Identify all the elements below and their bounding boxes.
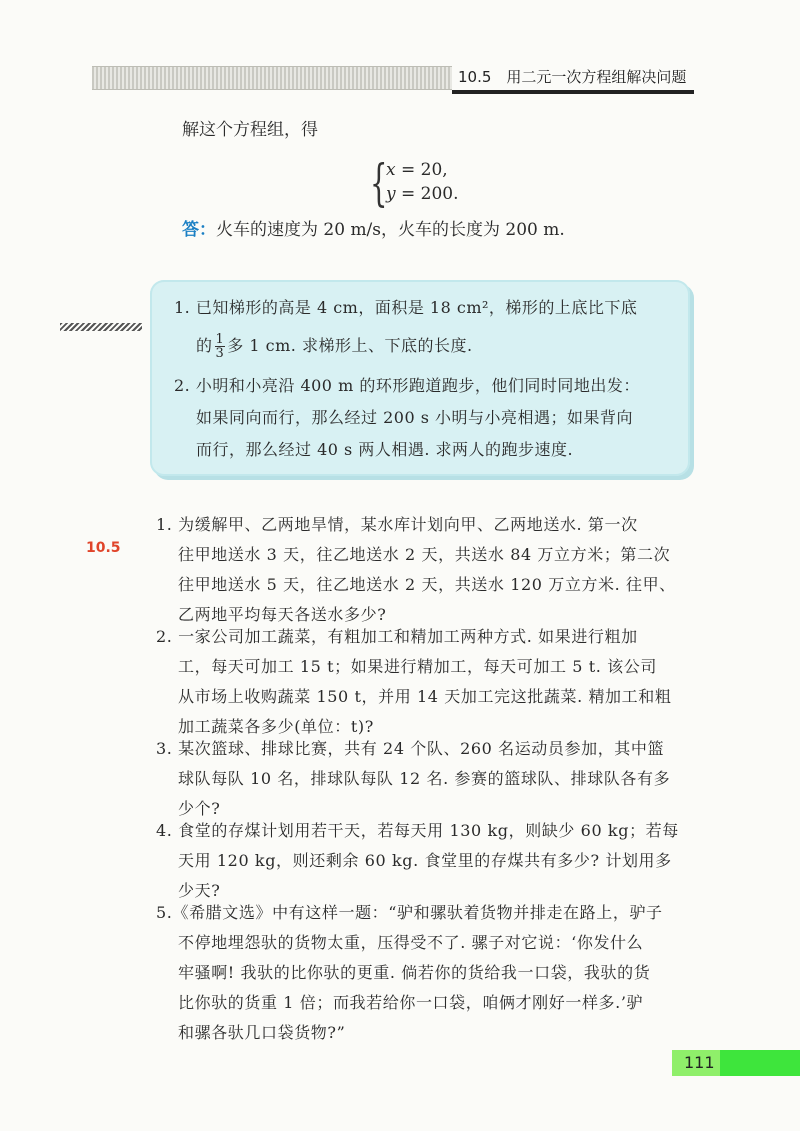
- header-rule: [452, 90, 694, 94]
- exercise-line: 往甲地送水 3 天，往乙地送水 2 天，共送水 84 万立方米；第二次: [178, 545, 671, 564]
- header-decoration-band: [92, 66, 452, 90]
- equation-y: y = 200.: [386, 184, 459, 204]
- answer-line: [182, 218, 565, 242]
- exercise-line: 和骡各驮几口袋货物?”: [178, 1023, 346, 1042]
- answer-text: 火车的速度为 20 m/s，火车的长度为 200 m.: [216, 220, 565, 240]
- exercise-line: 1. 为缓解甲、乙两地旱情，某水库计划向甲、乙两地送水. 第一次: [156, 515, 638, 534]
- exercise-line: 2. 一家公司加工蔬菜，有粗加工和精加工两种方式. 如果进行粗加: [156, 627, 638, 646]
- equation-system: [370, 154, 510, 212]
- practice-marker-hatch: [60, 323, 142, 331]
- practice-item-1-line-1: 1. 已知梯形的高是 4 cm，面积是 18 cm²，梯形的上底比下底: [174, 298, 638, 317]
- practice-item-2-line-2: 如果同向而行，那么经过 200 s 小明与小亮相遇；如果背向: [196, 408, 634, 427]
- solution-intro: 解这个方程组，得: [182, 120, 318, 140]
- exercise-line: 从市场上收购蔬菜 150 t，并用 14 天加工完这批蔬菜. 精加工和粗: [178, 687, 672, 706]
- exercise-line: 不停地埋怨驮的货物太重，压得受不了. 骡子对它说：‘你发什么: [178, 933, 644, 952]
- section-header-title: 10.5 用二元一次方程组解决问题: [458, 68, 687, 86]
- exercise-line: 往甲地送水 5 天，往乙地送水 2 天，共送水 120 万立方米. 往甲、: [178, 575, 676, 594]
- equation-x: x = 20,: [386, 160, 448, 180]
- exercise-line: 少个?: [178, 799, 221, 818]
- exercise-line: 球队每队 10 名，排球队每队 12 名. 参赛的篮球队、排球队各有多: [178, 769, 671, 788]
- exercise-line: 工，每天可加工 15 t；如果进行精加工，每天可加工 5 t. 该公司: [178, 657, 657, 676]
- exercise-line: 4. 食堂的存煤计划用若干天，若每天用 130 kg，则缺少 60 kg；若每: [156, 821, 679, 840]
- page-number: 111: [684, 1053, 715, 1072]
- practice-item-1-line-2: 的 $\frac{1}{3}$ 多 1 cm. 求梯形上、下底的长度.: [196, 332, 473, 361]
- fraction-one-third: $\frac{1}{3}$: [215, 332, 225, 361]
- exercise-line: 5.《希腊文选》中有这样一题：“驴和骡驮着货物并排走在路上，驴子: [156, 903, 663, 922]
- exercise-section-label: 10.5: [86, 540, 121, 556]
- exercise-line: 牢骚啊! 我驮的比你驮的更重. 倘若你的货给我一口袋，我驮的货: [178, 963, 651, 982]
- exercise-line: 少天?: [178, 881, 221, 900]
- left-brace-icon: {: [370, 154, 388, 212]
- exercise-line: 加工蔬菜各多少(单位：t)?: [178, 717, 374, 736]
- practice-item-2-line-1: 2. 小明和小亮沿 400 m 的环形跑道跑步，他们同时同地出发：: [174, 376, 640, 395]
- exercise-line: 比你驮的货重 1 倍；而我若给你一口袋，咱俩才刚好一样多.’驴: [178, 993, 644, 1012]
- answer-label: 答：: [182, 220, 216, 240]
- exercise-line: 乙两地平均每天各送水多少?: [178, 605, 387, 624]
- practice-item-2-line-3: 而行，那么经过 40 s 两人相遇. 求两人的跑步速度.: [196, 440, 574, 459]
- exercise-line: 天用 120 kg，则还剩余 60 kg. 食堂里的存煤共有多少? 计划用多: [178, 851, 672, 870]
- exercise-line: 3. 某次篮球、排球比赛，共有 24 个队、260 名运动员参加，其中篮: [156, 739, 665, 758]
